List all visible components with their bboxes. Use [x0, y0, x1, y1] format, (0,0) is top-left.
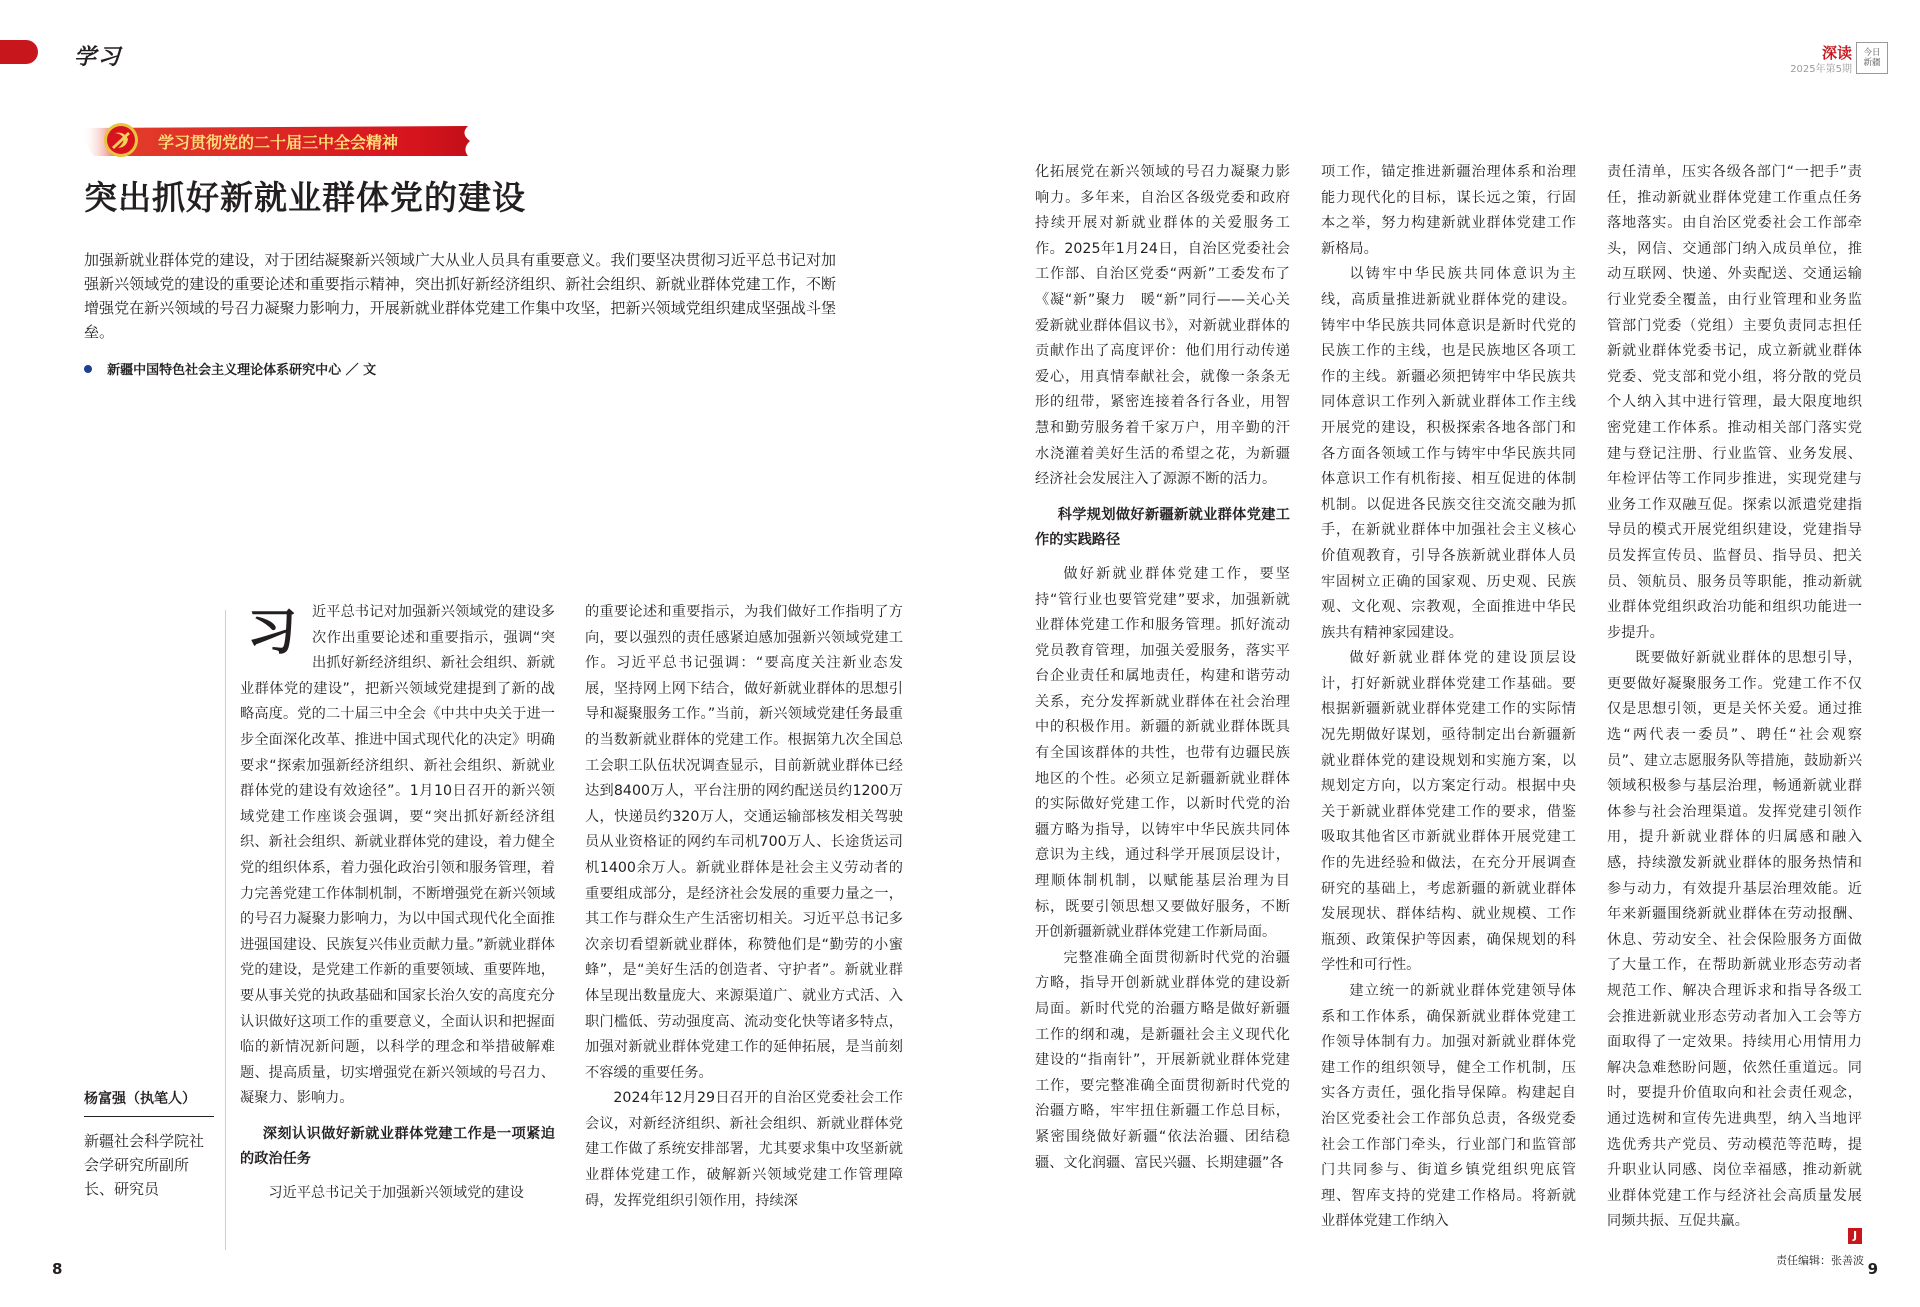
body-paragraph: 化拓展党在新兴领域的号召力凝聚力影响力。多年来，自治区各级党委和政府持续开展对新就业群体的关爱服务工作。2025年1月24日，自治区党委社会工作部、自治区党委“两新”工委发布了《凝“新”聚力 暖“新”同行——关心关爱新就业群体倡议书》，对新就业群体的贡献作出了高度评价：他们用行动传递爱心，用真情奉献社会，就像一条条无形的纽带，紧密连接着各行各业，用智慧和勤劳服务着千家万户，用辛勤的汗水浇灌着美好生活的希望之花，为新疆经济社会发展注入了源源不断的活力。: [1035, 164, 1290, 488]
column-4: [1321, 160, 1576, 1235]
source-text: 新疆中国特色社会主义理论体系研究中心 ／ 文: [107, 363, 377, 378]
brand-badge-text: 今日新疆: [1863, 48, 1881, 68]
brand-name: 深读: [1821, 44, 1852, 62]
brand-badge: [1856, 42, 1888, 74]
body-paragraph: 建立统一的新就业群体党建领导体系和工作体系，确保新就业群体党建工作领导体制有力。加强对新就业群体党建工作的组织领导，健全工作机制，压实各方责任，强化指导保障。构建起自治区党委社会工作部负总责，各级党委社会工作部门牵头，行业部门和监管部门共同参与、街道乡镇党组织兜底管理、智库支持的党建工作格局。将新就业群体党建工作纳入: [1321, 983, 1576, 1230]
page-number-right: 9: [1867, 1260, 1878, 1278]
section-heading: 深刻认识做好新就业群体党建工作是一项紧迫的政治任务: [240, 1125, 555, 1168]
topic-banner: [76, 124, 476, 158]
body-paragraph: 完整准确全面贯彻新时代党的治疆方略，指导开创新就业群体党的建设新局面。新时代党的治疆方略是做好新疆工作的纲和魂，是新疆社会主义现代化建设的“指南针”，开展新就业群体党建工作，要完整准确全面贯彻新时代党的治疆方略，牢牢扭住新疆工作总目标，紧密围绕做好新疆“依法治疆、团结稳疆、文化润疆、富民兴疆、长期建疆”各: [1035, 949, 1290, 1171]
article-lead: 加强新就业群体党的建设，对于团结凝聚新兴领域广大从业人员具有重要意义。我们要坚决贯彻习近平总书记对加强新兴领域党的建设的重要论述和重要指示精神，突出抓好新经济组织、新社会组织、新就业群体党建工作，不断增强党在新兴领域的号召力凝聚力影响力，开展新就业群体党建工作集中攻坚，把新兴领域党组织建成坚强战斗堡垒。: [84, 251, 836, 341]
body-paragraph: 责任清单，压实各级各部门“一把手”责任，推动新就业群体党建工作重点任务落地落实。由自治区党委社会工作部牵头，网信、交通部门纳入成员单位，推动互联网、快递、外卖配送、交通运输行业党委全覆盖，由行业管理和业务监管部门党委（党组）主要负责同志担任新就业群体党委书记，成立新就业群体党委、党支部和党小组，将分散的党员个人纳入其中进行管理，最大限度地织密党建工作体系。推动相关部门落实党建与登记注册、行业监管、业务发展、年检评估等工作同步推进，实现党建与业务工作双融互促。探索以派遣党建指导员的模式开展党组织建设，党建指导员发挥宣传员、监督员、指导员、把关员、领航员、服务员等职能，推动新就业群体党组织政治功能和组织功能进一步提升。: [1607, 164, 1862, 641]
column-2: [585, 600, 903, 1214]
section-title: 学习: [74, 44, 123, 70]
author-name: 杨富强（执笔人）: [84, 1088, 214, 1117]
page-number-left: 8: [52, 1260, 63, 1278]
dropcap: 习: [247, 602, 297, 661]
section-heading: 科学规划做好新疆新就业群体党建工作的实践路径: [1035, 506, 1290, 549]
editor-credit: 责任编辑：张善波: [1776, 1254, 1864, 1267]
body-paragraph: 的重要论述和重要指示，为我们做好工作指明了方向，要以强烈的责任感紧迫感加强新兴领域党建工作。习近平总书记强调：“要高度关注新业态发展，坚持网上网下结合，做好新就业群体的思想引导和凝聚服务工作。”当前，新兴领域党建任务最重的当数新就业群体的党建工作。根据第九次全国总工会职工队伍状况调查显示，目前新就业群体已经达到8400万人，平台注册的网约配送员约1200万人，快递员约320万人，交通运输部核发相关驾驶员从业资格证的网约车司机700万人、长途货运司机1400余万人。新就业群体是社会主义劳动者的重要组成部分，是经济社会发展的重要力量之一，其工作与群众生产生活密切相关。习近平总书记多次亲切看望新就业群体，称赞他们是“勤劳的小蜜蜂”，是“美好生活的创造者、守护者”。新就业群体呈现出数量庞大、来源渠道广、就业方式活、入职门槛低、劳动强度高、流动变化快等诸多特点，加强对新就业群体党建工作的延伸拓展，是当前刻不容缓的重要任务。: [585, 604, 903, 1081]
body-paragraph: 习近平总书记关于加强新兴领域党的建设: [268, 1185, 524, 1202]
end-mark-glyph: J: [1852, 1229, 1858, 1242]
source-bullet-icon: [84, 365, 92, 373]
body-paragraph-text: 近平总书记对加强新兴领域党的建设多次作出重要论述和重要指示，强调“突出抓好新经济组织、新社会组织、新就业群体党的建设”，把新兴领域党建提到了新的战略高度。党的二十届三中全会《中共中央关于进一步全面深化改革、推进中国式现代化的决定》明确要求“探索加强新经济组织、新社会组织、新就业群体党的建设有效途径”。1月10日召开的新兴领域党建工作座谈会强调，要“突出抓好新经济组织、新社会组织、新就业群体党的建设，着力健全党的组织体系，着力强化政治引领和服务管理，着力完善党建工作体制机制，不断增强党在新兴领域的号召力凝聚力影响力，为以中国式现代化全面推进强国建设、民族复兴伟业贡献力量。”新就业群体党的建设，是党建工作新的重要领域、重要阵地，要从事关党的执政基础和国家长治久安的高度充分认识做好这项工作的重要意义，全面认识和把握面临的新情况新问题，以科学的理念和举措破解难题、提高质量，切实增强党在新兴领域的号召力、凝聚力、影响力。: [240, 604, 555, 1107]
body-paragraph: 做好新就业群体党的建设顶层设计，打好新就业群体党建工作基础。要根据新疆新就业群体党建工作的实际情况先期做好谋划，亟待制定出台新疆新就业群体党的建设规划和实施方案，以规划定方向，以方案定行动。根据中央关于新就业群体党建工作的要求，借鉴吸取其他省区市新就业群体开展党建工作的先进经验和做法，在充分开展调查研究的基础上，考虑新疆的新就业群体发展现状、群体结构、就业规模、工作瓶颈、政策保护等因素，确保规划的科学性和可行性。: [1321, 650, 1576, 974]
body-paragraph: 项工作，锚定推进新疆治理体系和治理能力现代化的目标，谋长远之策，行固本之举，努力构建新就业群体党建工作新格局。: [1321, 164, 1576, 257]
author-box: [84, 1088, 214, 1201]
column-5: [1607, 160, 1862, 1235]
column-1: [240, 600, 555, 1207]
author-title: 新疆社会科学院社会学研究所副所长、研究员: [84, 1132, 205, 1198]
body-paragraph: 以铸牢中华民族共同体意识为主线，高质量推进新就业群体党的建设。铸牢中华民族共同体意识是新时代党的民族工作的主线，也是民族地区各项工作的主线。新疆必须把铸牢中华民族共同体意识工作列入新就业群体工作主线开展党的建设，积极探索各地各部门和各方面各领域工作与铸牢中华民族共同体意识工作有机衔接、相互促进的体制机制。以促进各民族交往交流交融为抓手，在新就业群体中加强社会主义核心价值观教育，引导各族新就业群体人员牢固树立正确的国家观、历史观、民族观、文化观、宗教观，全面推进中华民族共有精神家园建设。: [1321, 266, 1576, 641]
issue-number: 2025年第5期: [1790, 64, 1852, 75]
party-emblem-icon: [102, 121, 140, 159]
column-3: [1035, 160, 1290, 1176]
body-paragraph: [240, 600, 555, 1112]
body-paragraph: 做好新就业群体党建工作，要坚持“管行业也要管党建”要求，加强新就业群体党建工作和服务管理。抓好流动党员教育管理，加强关爱服务，落实平台企业责任和属地责任，构建和谐劳动关系，充分发挥新就业群体在社会治理中的积极作用。新疆的新就业群体既具有全国该群体的共性，也带有边疆民族地区的个性。必须立足新疆新就业群体的实际做好党建工作，以新时代党的治疆方略为指导，以铸牢中华民族共同体意识为主线，通过科学开展顶层设计，理顺体制机制，以赋能基层治理为目标，既要引领思想又要做好服务，不断开创新疆新就业群体党建工作新局面。: [1035, 565, 1290, 941]
body-paragraph: 2024年12月29日召开的自治区党委社会工作会议，对新经济组织、新社会组织、新就业群体党建工作做了系统安排部署，尤其要求集中攻坚新就业群体党建工作，破解新兴领域党建工作管理障碍，发挥党组织引领作用，持续深: [585, 1090, 903, 1209]
source-line: [84, 358, 376, 378]
article-title: 突出抓好新就业群体党的建设: [84, 178, 526, 217]
brand-block: [1750, 40, 1890, 76]
column-divider: [225, 610, 226, 1250]
banner-label: 学习贯彻党的二十届三中全会精神: [158, 133, 399, 152]
section-tab: [0, 40, 38, 64]
end-mark-icon: [1848, 1228, 1862, 1244]
body-paragraph: 既要做好新就业群体的思想引导，更要做好凝聚服务工作。党建工作不仅仅是思想引领，更是关怀关爱。通过推选“两代表一委员”、聘任“社会观察员”、建立志愿服务队等措施，鼓励新兴领域积极参与基层治理，畅通新就业群体参与社会治理渠道。发挥党建引领作用，提升新就业群体的归属感和融入感，持续激发新就业群体的服务热情和参与动力，有效提升基层治理效能。近年来新疆围绕新就业群体在劳动报酬、休息、劳动安全、社会保险服务方面做了大量工作，在帮助新就业形态劳动者规范工作、解决合理诉求和指导各级工会推进新就业形态劳动者加入工会等方面取得了一定效果。持续用心用情用力解决急难愁盼问题，依然任重道远。同时，要提升价值取向和社会责任观念，通过选树和宣传先进典型，纳入当地评选优秀共产党员、劳动模范等范畴，提升职业认同感、岗位幸福感，推动新就业群体党建工作与经济社会高质量发展同频共振、互促共赢。: [1607, 650, 1862, 1230]
